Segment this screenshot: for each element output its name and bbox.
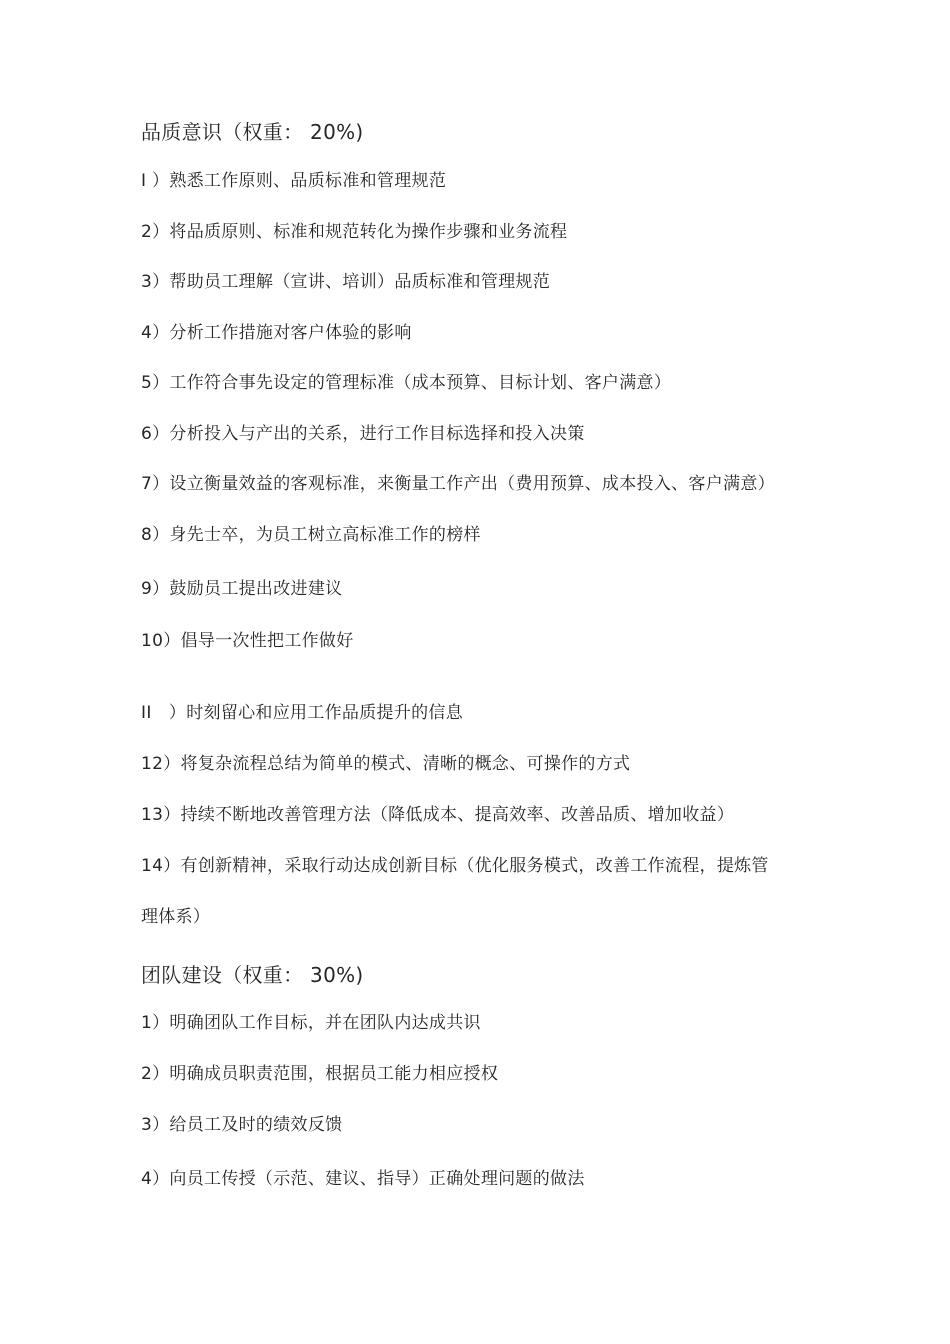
- list-item: 2）将品质原则、标准和规范转化为操作步骤和业务流程: [141, 222, 568, 242]
- list-item: I ）熟悉工作原则、品质标准和管理规范: [141, 171, 447, 191]
- list-item: II ）时刻留心和应用工作品质提升的信息: [141, 703, 464, 723]
- list-item: 2）明确成员职责范围，根据员工能力相应授权: [141, 1064, 499, 1084]
- list-item: 3）帮助员工理解（宣讲、培训）品质标准和管理规范: [141, 272, 551, 292]
- list-item: 13）持续不断地改善管理方法（降低成本、提高效率、改善品质、增加收益）: [141, 805, 735, 825]
- list-item: 7）设立衡量效益的客观标准，来衡量工作产出（费用预算、成本投入、客户满意）: [141, 474, 775, 494]
- list-item: 1）明确团队工作目标，并在团队内达成共识: [141, 1013, 481, 1033]
- list-item: 9）鼓励员工提出改进建议: [141, 579, 343, 599]
- list-item-continuation: 理体系）: [141, 907, 211, 927]
- list-item: 4）向员工传授（示范、建议、指导）正确处理问题的做法: [141, 1169, 585, 1189]
- list-item: 6）分析投入与产出的关系，进行工作目标选择和投入决策: [141, 424, 585, 444]
- list-item: 8）身先士卒，为员工树立高标准工作的榜样: [141, 525, 481, 545]
- list-item: 10）倡导一次性把工作做好: [141, 631, 354, 651]
- list-item: 14）有创新精神，采取行动达成创新目标（优化服务模式，改善工作流程，提炼管: [141, 856, 769, 876]
- list-item: 4）分析工作措施对客户体验的影响: [141, 323, 412, 343]
- section-heading-team: 团队建设（权重： 30%): [141, 963, 364, 987]
- list-item: 5）工作符合事先设定的管理标准（成本预算、目标计划、客户满意）: [141, 373, 672, 393]
- section-heading-quality: 品质意识（权重： 20%): [141, 120, 364, 144]
- list-item: 3）给员工及时的绩效反馈: [141, 1115, 343, 1135]
- list-item: 12）将复杂流程总结为简单的模式、清晰的概念、可操作的方式: [141, 754, 631, 774]
